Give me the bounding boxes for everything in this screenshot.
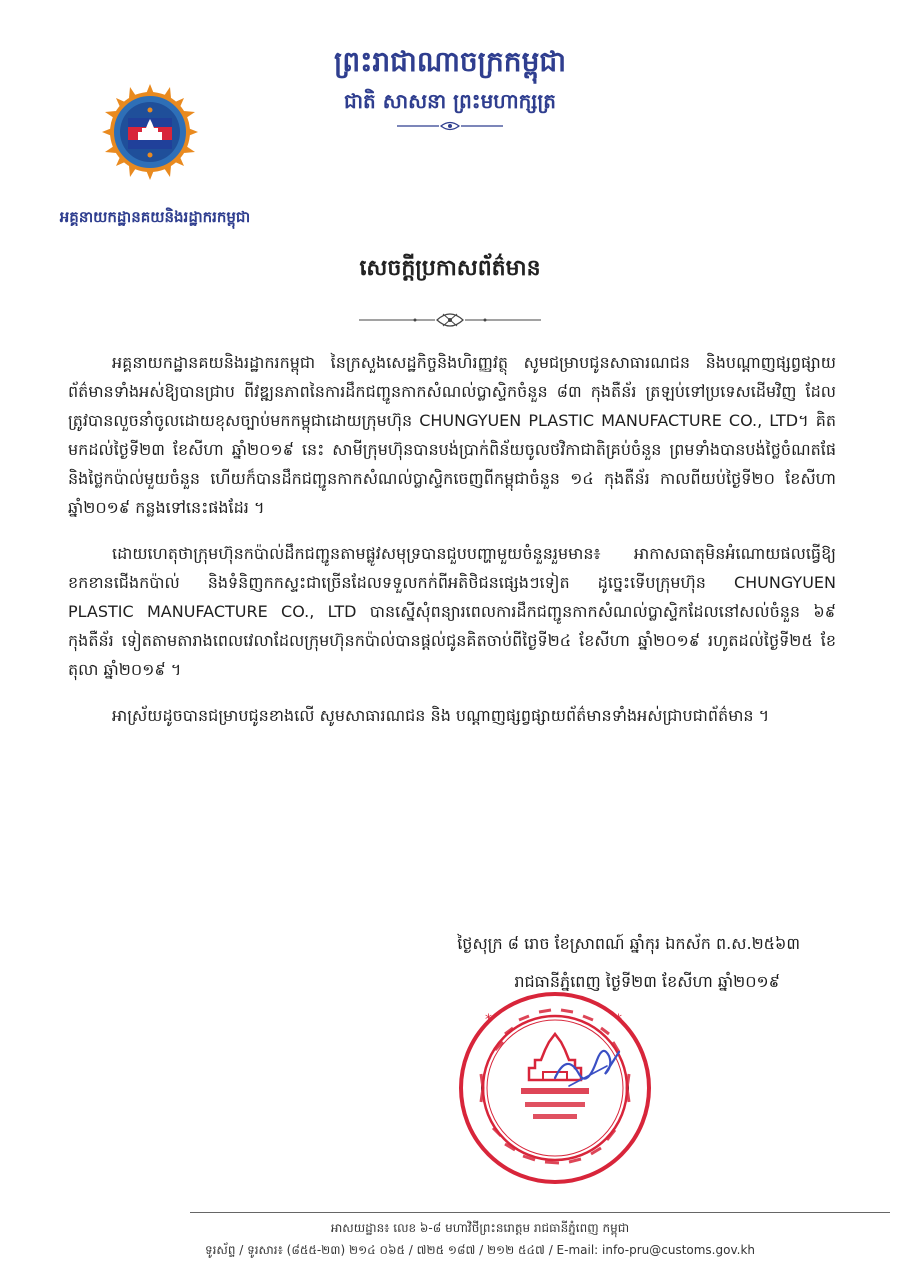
department-name: អគ្គនាយកដ្ឋានគយនិងរដ្ឋាករកម្ពុជា [59,208,251,226]
footer-divider [190,1212,890,1213]
body-paragraph: ដោយហេតុថាក្រុមហ៊ុនកប៉ាល់ដឹកជញ្ជូនតាមផ្លូវសមុទ្របានជួបបញ្ហាមួយចំនួនរួមមាន៖ អាកាសធាតុមិនអំណោយផលធ្វើឱ្យខកខានជើងកប៉ាល់ និងទំនិញកកស្ទះជាច្រើនដែលទទួលកក់ពីអតិថិជនផ្សេងៗទៀត ដូច្នេះទើបក្រុមហ៊ុន CHUNGYUEN PLASTIC MANUFACTURE CO., LTD បានស្នើសុំពន្យារពេលការដឹកជញ្ជូនកាកសំណល់ប្លាស្ទិកដែលនៅសល់ចំនួន ៦៩ កុងតឺន័រ ទៀតតាមតារាងពេលវេលាដែលក្រុមហ៊ុនកប៉ាល់បានផ្តល់ជូនគិតចាប់ពីថ្ងៃទី២៤ ខែសីហា ឆ្នាំ២០១៩ រហូតដល់ថ្ងៃទី២៥ ខែតុលា ឆ្នាំ២០១៩ ។ [68,544,836,679]
footer-address: អាសយដ្ឋាន៖ លេខ ៦-៨ មហាវិថីព្រះនរោត្តម រាជធានីភ្នំពេញ កម្ពុជា [330,1221,630,1235]
document-title: សេចក្តីប្រកាសព័ត៌មាន [359,256,541,281]
announcement-body [68,348,836,747]
svg-text:*: * [485,1012,492,1028]
official-signature [545,1030,625,1100]
body-paragraph: អាស្រ័យដូចបានជម្រាបជូនខាងលើ សូមសាធារណជន និង បណ្តាញផ្សព្វផ្សាយព័ត៌មានទាំងអស់ជ្រាបជាព័ត៌មាន ។ [112,706,770,725]
customs-emblem-logo [100,82,200,182]
kingdom-motto: ជាតិ សាសនា ព្រះមហាក្សត្រ [344,89,556,113]
svg-text:*: * [615,1012,622,1028]
place-and-date: រាជធានីភ្នំពេញ ថ្ងៃទី២៣ ខែសីហា ឆ្នាំ២០១៩ [514,972,780,991]
body-paragraph: អគ្គនាយកដ្ឋានគយនិងរដ្ឋាករកម្ពុជា នៃក្រសួងសេដ្ឋកិច្ចនិងហិរញ្ញវត្ថុ សូមជម្រាបជូនសាធារណជន និងបណ្តាញផ្សព្វផ្សាយព័ត៌មានទាំងអស់ឱ្យបានជ្រាប ពីវឌ្ឍនភាពនៃការដឹកជញ្ជូនកាកសំណល់ប្លាស្ទិកចំនួន ៨៣ កុងតឺន័រ ត្រឡប់ទៅប្រទេសដើមវិញ ដែលត្រូវបានលួចនាំចូលដោយខុសច្បាប់មកកម្ពុជាដោយក្រុមហ៊ុន CHUNGYUEN PLASTIC MANUFACTURE CO., LTD។ គិតមកដល់ថ្ងៃទី២៣ ខែសីហា ឆ្នាំ២០១៩ នេះ សាមីក្រុមហ៊ុនបានបង់ប្រាក់ពិន័យចូលថវិកាជាតិគ្រប់ចំនួន ព្រមទាំងបានបង់ថ្លៃចំណតផែ និងថ្លៃកប៉ាល់មួយចំនួន ហើយក៏បានដឹកជញ្ជូនកាកសំណល់ប្លាស្ទិកចេញពីកម្ពុជាចំនួន ១៤ កុងតឺន័រ កាលពីយប់ថ្ងៃទី២០ ខែសីហា ឆ្នាំ២០១៩ កន្លងទៅនេះផងដែរ ។ [68,353,836,517]
kingdom-title: ព្រះរាជាណាចក្រកម្ពុជា [333,45,566,78]
footer-contact: ទូរស័ព្ទ / ទូរសារ៖ (៨៥៥-២៣) ២១៤ ០៦៥ / ៧២៥ ១៨៧ / ២១២ ៥៤៧ / E-mail: info-pru@customs.gov.kh [204,1243,755,1257]
title-ornament [355,308,545,332]
motto-flourish-ornament [395,118,505,134]
lunar-date: ថ្ងៃសុក្រ ៨ រោច ខែស្រាពណ៍ ឆ្នាំកុរ ឯកស័ក ព.ស.២៥៦៣ [457,934,800,953]
